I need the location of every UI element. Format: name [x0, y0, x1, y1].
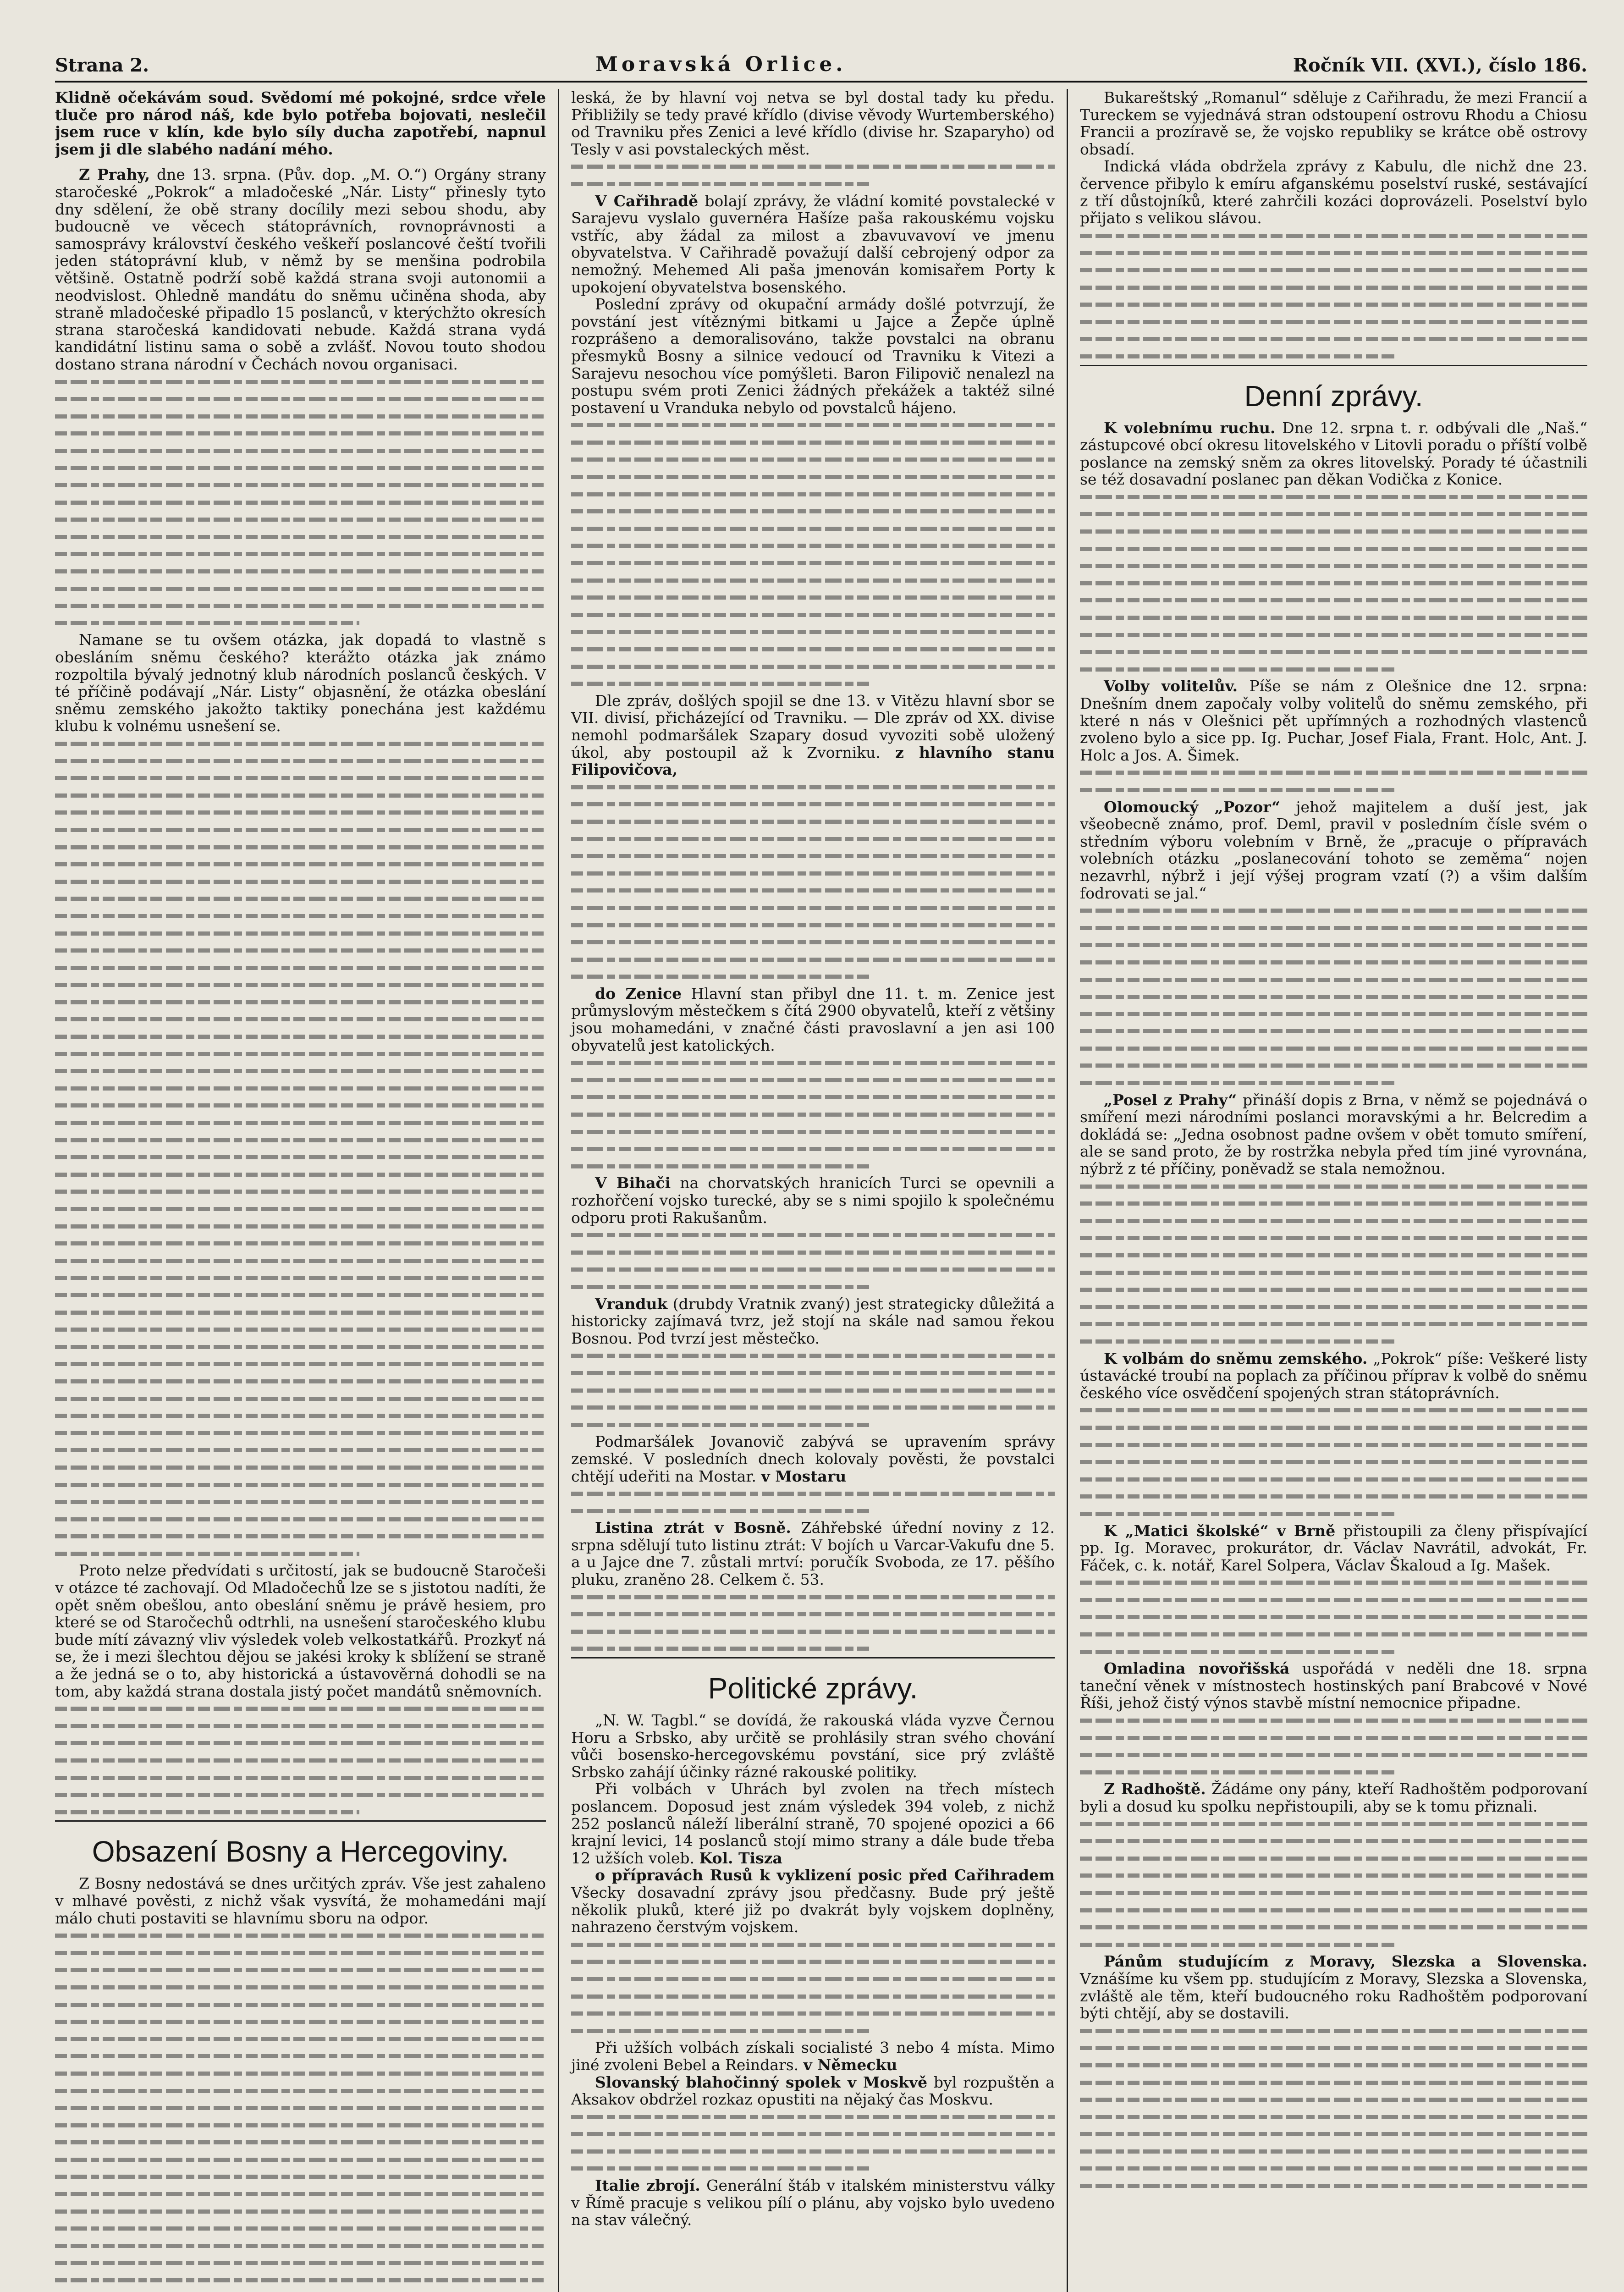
article-lead: v Německu: [803, 2055, 897, 2074]
article-text: přistoupili za členy přispívající pp. Ig. Moravec, prokurátor, dr. Václav Navrátil, advokát, Fr. Fáček, c. k. notář, Karel Solpera, Václav Škaloud a Ig. Mašek.: [1080, 1521, 1587, 1574]
article-italie: [571, 2177, 1055, 2229]
article-lead: v Mostaru: [761, 1467, 847, 1485]
article-text: Píše se nám z Olešnice dne 12. srpna: Dnešním dnem započaly volby volitelů do sněmu zemského, při které n nás v Olešnici pět upřímných a rozhodných vlastenců zvoleno bylo a sice pp. Ig. Puchar, Josef Fiala, Frant. Holc, Ant. J. Holc a Jos. A. Šimek.: [1080, 677, 1587, 764]
article-dle: [571, 692, 1055, 778]
article-text: Dle zpráv, došlých spojil se dne 13. v Vitězu hlavní sbor se VII. divisí, přicházející od Travniku. — Dle zpráv od XX. divise nemohl podmaršálek Szapary dosud vyvoziti sobě uložený úkol, aby postoupil až k Zvorniku.: [571, 691, 1055, 761]
article-text: „Pokrok“ píše: Veškeré listy ústavácké troubí na poplach za příčinou příprav k volbě do sněmu českého více osvědčení spojených stran státoprávních.: [1080, 1349, 1587, 1402]
article-lead: Z Prahy,: [79, 165, 150, 184]
issue-info: Ročník VII. (XVI.), číslo 186.: [1293, 55, 1587, 76]
article-text: Při volbách v Uhrách byl zvolen na třech místech poslancem. Doposud jest znám výsledek 394 voleb, z nichž 252 poslanců náleží liberální straně, 70 spojené opozici a 66 krajní levici, 14 poslanců stojí mimo strany a dále bude třeba 12 užších voleb.: [571, 1780, 1055, 1867]
article-posel: [1080, 1091, 1587, 1178]
illegible-text: [1080, 227, 1587, 365]
article-lead: „Posel z Prahy“: [1104, 1091, 1237, 1109]
column-1: [55, 89, 559, 2292]
article-text: Generální štáb v italském ministerstvu války v Římě pracuje s velikou pílí o plánu, aby vojsko bylo uvedeno na stav válečný.: [571, 2176, 1055, 2229]
article-lead: V Cařihradě: [595, 192, 699, 210]
article-snem: [1080, 1350, 1587, 1402]
illegible-text: [571, 1054, 1055, 1174]
illegible-text: [1080, 1815, 1587, 1953]
section-rule: [1080, 365, 1587, 369]
illegible-text: [55, 735, 546, 1562]
article-text: Žádáme ony pány, kteří Radhoštěm podporovaní byli a dosud ku spolku nepřistoupili, aby se k tomu přiznali.: [1080, 1780, 1587, 1815]
article-text: uspořádá v neděli dne 18. srpna taneční věnek v místnostech hostinských paní Brabcové v Nové Říši, jehož čistý výnos stavbě místní nemocnice připadne.: [1080, 1659, 1587, 1712]
article-lead: K volebnímu ruchu.: [1104, 419, 1276, 437]
article-text: (drubdy Vratnik zvaný) jest strategicky důležitá a historicky zajímavá tvrz, jež stojí na skále nad samou řekou Bosnou. Pod tvrzí jest městečko.: [571, 1295, 1055, 1347]
illegible-text: [571, 1588, 1055, 1657]
article-omladina: [1080, 1660, 1587, 1712]
illegible-text: [1080, 1178, 1587, 1350]
article-text: leská, že by hlavní voj netva se byl dostal tady ku předu. Přibližily se tedy pravé křídlo (divise věvody Wurtemberského) od Travniku přes Zenici a levé křídlo (divise hr. Szaparyho) od Tesly v asi povstaleckých měst.: [571, 89, 1055, 158]
article-text: byl rozpuštěn a Aksakov obdržel rozkaz opustiti na nějaký čas Moskvu.: [571, 2073, 1055, 2109]
article-lead: K volbám do sněmu zemského.: [1104, 1349, 1368, 1367]
illegible-text: [1080, 1574, 1587, 1660]
column-3: [1068, 89, 1587, 2292]
article-text: jehož majitelem a duší jest, jak všeobecně známo, prof. Deml, pravil v posledním čísle svém o středním výboru volebním v Brně, že „pracuje o přípravách volebních otázku „poslanecování tohoto se zeměma“ nojen nezavrhl, nýbrž i její výšej program vzatí (?) a všim dalším fodrovati se jal.“: [1080, 798, 1587, 902]
section-rule: [55, 1820, 546, 1824]
illegible-text: [1080, 1712, 1587, 1780]
article-lead: Slovanský blahočinný spolek v Moskvě: [595, 2073, 928, 2091]
article-text: dne 13. srpna. (Pův. dop. „M. O.“) Orgány strany staročeské „Pokrok“ a mladočeské „Nár. Listy“ přinesly tyto dny sdělení, že obě strany docílily mezi sebou shodu, aby budoucně ve věcech státoprávních, rovnoprávnosti a samosprávy království českého veškeří poslancové čeští tvořili jeden státoprávní klub, v němž by se menšina podrobila většině. Ostatně podrží sobě každá strana svoji autonomii a neodvislost. Ohledně mandátu do sněmu učiněna shoda, aby straně mladočeské připadlo 15 poslanců, v kterýchžto okresích strana staročeská kandidovati nebude. Každá strana vydá kandidátní listinu sama o sobě a zvlášť. Novou touto shodou dostano strana národní v Čechách novou organisaci.: [55, 165, 546, 373]
article-lead: do Zenice: [595, 984, 682, 1003]
article-text: Při užších volbách získali socialisté 3 nebo 4 místa. Mimo jiné zvoleni Bebel a Reindars.: [571, 2039, 1055, 2074]
article-matice: [1080, 1522, 1587, 1574]
heading-denni: Denní zprávy.: [1244, 379, 1423, 413]
illegible-text: [55, 1927, 546, 2292]
masthead: [55, 50, 1587, 83]
article-nemecko: [571, 2039, 1055, 2073]
illegible-text: [571, 158, 1055, 192]
illegible-text: [571, 1226, 1055, 1295]
article-text: Klidně očekávám soud. Svědomí mé pokojné, srdce vřele tluče pro národ náš, kde bylo potřeba bojovati, neslečil jsem ruce v klín, kde bylo síly ducha zapotřebí, napnul jsem ji dle slabého nadání mého.: [55, 89, 546, 158]
article-text: Podmaršálek Jovanovič zabývá se upravením správy zemské. V posledních dnech kolovaly pověsti, že povstalci chtějí udeřiti na Mostar.: [571, 1432, 1055, 1485]
heading-bosna: Obsazení Bosny a Hercegoviny.: [92, 1835, 509, 1868]
article-radhost: [1080, 1780, 1587, 1815]
article-lead: Kol. Tisza: [699, 1849, 782, 1867]
heading-politicke: Politické zprávy.: [708, 1672, 918, 1705]
article-text: Z Bosny nedostává se dnes určitých zpráv. Vše jest zahaleno v mlhavé pověsti, z nichž však vysvítá, že mohamedáni mají málo chuti postaviti se hlavnímu sboru na odpor.: [55, 1874, 546, 1927]
article-bihac: [571, 1174, 1055, 1226]
article-lead: K „Matici školské“ v Brně: [1104, 1521, 1336, 1540]
article-carihrad: [571, 193, 1055, 296]
article-lead: V Bihači: [595, 1174, 671, 1192]
article-rusove: [571, 1867, 1055, 1935]
article-studenti: [1080, 1953, 1587, 2022]
illegible-text: [571, 778, 1055, 985]
article-moskva: [571, 2074, 1055, 2108]
columns: [55, 89, 1587, 2292]
article-lead: Omladina novořišská: [1104, 1659, 1290, 1678]
article-lead: Olomoucký „Pozor“: [1104, 798, 1280, 816]
article-text: Proto nelze předvídati s určitostí, jak se budoucně Staročeši v otázce té zachovají. Od Mladočechů lze se s jistotou nadíti, že opět sněm obešlou, anto obeslání sněmu je právě hesiem, pro které se od Staročechů odtrhli, na usnešení staročeského klubu bude mítí závazný vliv výsledek voleb velkostatkářů. Prozkyť ná se, že i mezi šlechtou dějou se jakési kroky k sblížení se straně a že jedná se o to, aby historická a ústavověrná dohodli se na tom, aby každá strana dostala jistý počet mandátů sněmovních.: [55, 1561, 546, 1700]
article-lead: o přípravách Rusů k vyklizení posic před Cařihradem: [595, 1866, 1055, 1884]
section-rule: [571, 1657, 1055, 1661]
article-text: Hlavní stan přibyl dne 11. t. m. Zenice jest průmyslovým městečkem s čítá 2900 obyvatelů, kteří z většiny jsou mohamedáni, v značné části pravoslavní a jen asi 100 obyvatelů jest katolických.: [571, 984, 1055, 1054]
article-vranduk: [571, 1295, 1055, 1347]
article-text: Všecky dosavadní zprávy jsou předčasny. Bude prý ještě několik pluků, které již po dvakrát byly vojskem doplněny, nahrazeno čerstvým vojskem.: [571, 1883, 1055, 1936]
illegible-text: [571, 1347, 1055, 1433]
article-text: na chorvatských hranicích Turci se opevnili a rozhořčení vojsko turecké, aby se s nimi spojilo k společnému odporu proti Rakušanům.: [571, 1174, 1055, 1227]
article-lead: Pánům studujícím z Moravy, Slezska a Slovenska.: [1104, 1952, 1587, 1971]
illegible-text: [571, 416, 1055, 692]
article-text: Záhřebské úřední noviny z 12. srpna sdělují tuto listinu ztrát: V bojích u Varcar-Vakufu dne 5. a u Jajce dne 7. zůstali mrtví: poručík Svoboda, ze 17. pěšího pluku, zraněno 28. Celkem č. 53.: [571, 1519, 1055, 1589]
article-lead: Italie zbrojí.: [595, 2176, 700, 2195]
article-volebni: [1080, 419, 1587, 488]
article-listina: [571, 1519, 1055, 1588]
illegible-text: [1080, 1401, 1587, 1522]
article-mostar: [571, 1433, 1055, 1485]
page-number: Strana 2.: [55, 55, 149, 76]
illegible-text: [571, 2108, 1055, 2177]
article-lead: Z Radhoště.: [1104, 1780, 1206, 1798]
article-text: Namane se tu ovšem otázka, jak dopadá to vlastně s obesláním sněmu českého? kterážto otázka jak známo rozpoltila bývalý jednotný klub národních poslanců českých. V té příčině podávají „Nár. Listy“ objasnění, že otázka obeslání sněmu zemského jakožto taktiky ponechána jest každému klubu k volnému usnešení se.: [55, 631, 546, 735]
column-2: [559, 89, 1068, 2292]
article-praha: [55, 166, 546, 373]
illegible-text: [1080, 764, 1587, 798]
article-text: Dne 12. srpna t. r. odbývali dle „Naš.“ zástupcové obcí okresu litovelského v Litovli poradu o příští volbě poslance na zemský sněm za okres litovelský. Porady té účastnili se též dosavadní poslanec pan děkan Vodička z Konice.: [1080, 419, 1587, 489]
illegible-text: [1080, 902, 1587, 1091]
article-volby: [1080, 678, 1587, 764]
article-lead: Vranduk: [595, 1295, 668, 1313]
article-text: přináší dopis z Brna, v němž se pojednává o smíření mezi národními poslanci moravskými a hr. Belcredim a dokládá se: „Jedna osobnost padne ovšem v obět tomuto smíření, ale se sand proto, že by rostržka nebyla před tím jiné vyrovnána, nýbrž z té příčiny, poněvadž se stala nemožnou.: [1080, 1091, 1587, 1178]
illegible-text: [571, 1485, 1055, 1519]
article-lead: z hlavního stanu Filipovičova,: [571, 743, 1055, 779]
article-text: „N. W. Tagbl.“ se dovídá, že rakouská vláda vyzve Černou Horu a Srbsko, aby určitě se prohlásily stran svého chování vůči bosensko-hercegovskému povstání, sice prý zvláště Srbsko zahájí účinky rázné rakouské politiky.: [571, 1711, 1055, 1781]
article-zenice: [571, 985, 1055, 1054]
article-text: bolají zprávy, že vládní komité povstalecké v Sarajevu vyslalo guvernéra Hašíze paša rakouskému vojsku vstříc, aby žádal za milost a zbavuvavoví ve jmenu obyvatelstva. V Cařihradě považují další cebrojený odpor za nemožný. Mehemed Ali paša jmenován komisařem Porty k upokojení obyvatelstva bosenského.: [571, 192, 1055, 296]
newspaper-title: Moravská Orlice.: [595, 53, 847, 76]
article-tisza: [571, 1780, 1055, 1867]
illegible-text: [1080, 2022, 1587, 2194]
article-text: Poslední zprávy od okupační armády došlé potvrzují, že povstání jest vítěznými bitkami u Jajce a Žepče úplně rozprášeno a demoralisováno, takže povstalci na obranu přesmyků Bosny a silnice vedoucí od Travniku k Vitezi a Sarajevu nesochou více pomýšleti. Baron Filipovič nenalezl na postupu svém proti Zenici žádných překážek a taktéž silné postavení u Vranduka nebylo od povstalců hájeno.: [571, 295, 1055, 417]
article-lead: Listina ztrát v Bosně.: [595, 1519, 791, 1537]
article-text: Vznášíme ku všem pp. studujícím z Moravy, Slezska a Slovenska, zvláště ale těm, kteří budoucného roku Radhoštěm podporovaní býti chtějí, aby se dostavili.: [1080, 1969, 1587, 2022]
illegible-text: [55, 1700, 546, 1820]
article-pozor: [1080, 799, 1587, 902]
illegible-text: [1080, 488, 1587, 678]
illegible-text: [55, 373, 546, 632]
article-lead: Volby volitelův.: [1104, 677, 1238, 695]
article-text: Bukareštský „Romanul“ sděluje z Cařihradu, že mezi Francií a Tureckem se vyjednává stran odstoupení ostrovu Rhodu a Chiosu Francii a prozíravě se, že vojsko republiky se krátce obě ostrovy obsadí.: [1080, 89, 1587, 158]
article-text: Indická vláda obdržela zprávy z Kabulu, dle nichž dne 23. července přibylo k emíru afganskému poselství ruské, sestávající z tří důstojníků, které zahrčili kozáci doprovázeli. Poselství bylo přijato s velikou slávou.: [1080, 157, 1587, 227]
illegible-text: [571, 1936, 1055, 2039]
